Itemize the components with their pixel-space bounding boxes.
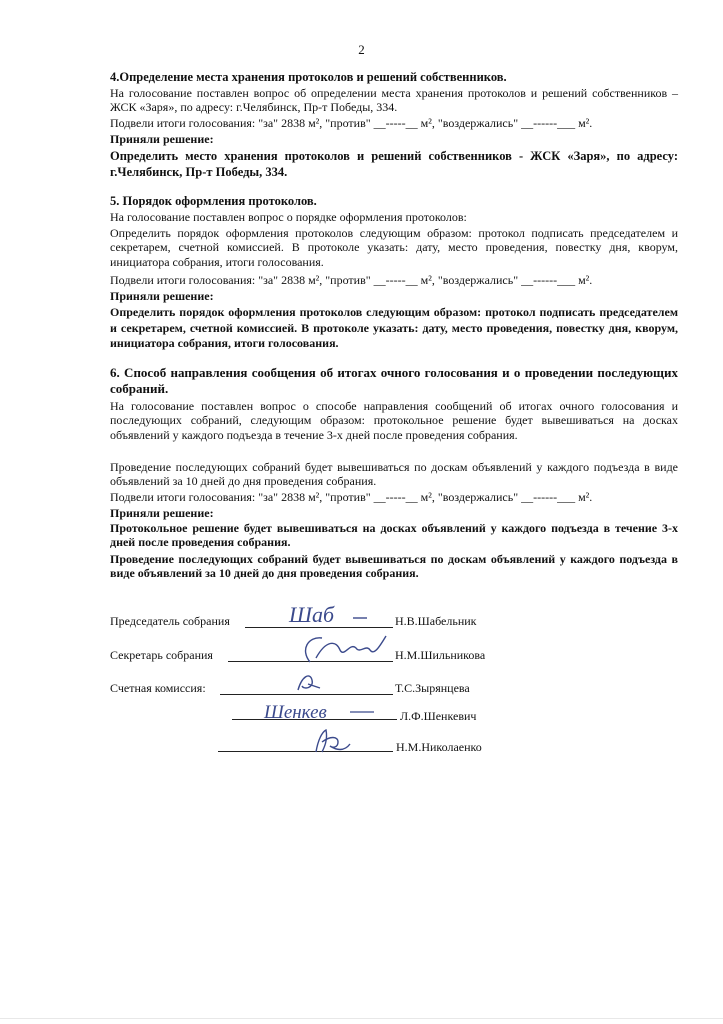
section-6-body-2: Проведение последующих собраний будет вывешиваться по доскам объявлений у каждого подъезда в виде объявлений за 10 дней до дня проведения собрания. <box>110 460 678 489</box>
section-4-decided-label: Приняли решение: <box>110 132 214 146</box>
member-2-signature <box>262 698 382 726</box>
member-1-signature <box>290 670 324 696</box>
section-6-heading: 6. Способ направления сообщения об итогах очного голосования и о проведении последующих собраний. <box>110 365 678 396</box>
section-4-heading: 4.Определение места хранения протоколов и решений собственников. <box>110 70 507 84</box>
member-1-name: Т.С.Зырянцева <box>395 681 470 695</box>
member-2-name: Л.Ф.Шенкевич <box>400 709 477 723</box>
member-3-signature <box>308 726 354 756</box>
section-5-decision: Определить порядок оформления протоколов следующим образом: протокол подписать председателем и секретарем, счетной комиссией. В протоколе указать: дату, место проведения, повестку дня, кворум, инициатора собрания, итоги голосования. <box>110 305 678 350</box>
chair-signature-text: Шаб <box>289 602 335 627</box>
chair-name: Н.В.Шабельник <box>395 614 477 628</box>
section-6-votes: Подвели итоги голосования: "за" 2838 м², "против" __-----__ м², "воздержались" __------___ м². <box>110 490 593 504</box>
section-5-decided-label: Приняли решение: <box>110 289 214 303</box>
secretary-label: Секретарь собрания <box>110 648 213 662</box>
chair-signature <box>285 598 375 630</box>
section-5-body-1: На голосование поставлен вопрос о порядке оформления протоколов: <box>110 210 467 224</box>
section-5-heading: 5. Порядок оформления протоколов. <box>110 194 317 208</box>
chair-label: Председатель собрания <box>110 614 230 628</box>
section-4-body: На голосование поставлен вопрос об определении места хранения протоколов и решений собственников – ЖСК «Заря», по адресу: г.Челябинск, Пр-т Победы, 334. <box>110 86 678 115</box>
section-4-votes: Подвели итоги голосования: "за" 2838 м², "против" __-----__ м², "воздержались" __------___ м². <box>110 116 593 130</box>
member-2-signature-text: Шенкев <box>264 702 327 723</box>
section-5-votes: Подвели итоги голосования: "за" 2838 м², "против" __-----__ м², "воздержались" __------___ м². <box>110 273 593 287</box>
section-6-decision-1: Протокольное решение будет вывешиваться на досках объявлений у каждого подъезда в течение 3-х дней после проведения собрания. <box>110 521 678 550</box>
page-bottom-edge <box>0 1018 723 1019</box>
section-6-decided-label: Приняли решение: <box>110 506 214 520</box>
section-4-decision: Определить место хранения протоколов и решений собственников - ЖСК «Заря», по адресу: г.Челябинск, Пр-т Победы, 334. <box>110 149 678 179</box>
member-3-signature-line <box>218 751 393 752</box>
commission-label: Счетная комиссия: <box>110 681 206 695</box>
section-6-body-1: На голосование поставлен вопрос о способе направления сообщений об итогах очного голосования и последующих собраний, следующим образом: протокольное решение будет вывешиваться на досках объявлений у каждого подъезда в течение 3-х дней после проведения собрания. <box>110 399 678 442</box>
member-3-name: Н.М.Николаенко <box>396 740 482 754</box>
secretary-name: Н.М.Шильникова <box>395 648 486 662</box>
secretary-signature <box>296 632 392 666</box>
section-6-decision-2: Проведение последующих собраний будет вывешиваться по доскам объявлений у каждого подъезда в виде объявлений за 10 дней до дня проведения собрания. <box>110 552 678 581</box>
page-number: 2 <box>358 42 365 57</box>
section-5-body-2: Определить порядок оформления протоколов следующим образом: протокол подписать председателем и секретарем, счетной комиссией. В протоколе указать: дату, место проведения, повестку дня, кворум, инициатора собрания, итоги голосования. <box>110 226 678 269</box>
